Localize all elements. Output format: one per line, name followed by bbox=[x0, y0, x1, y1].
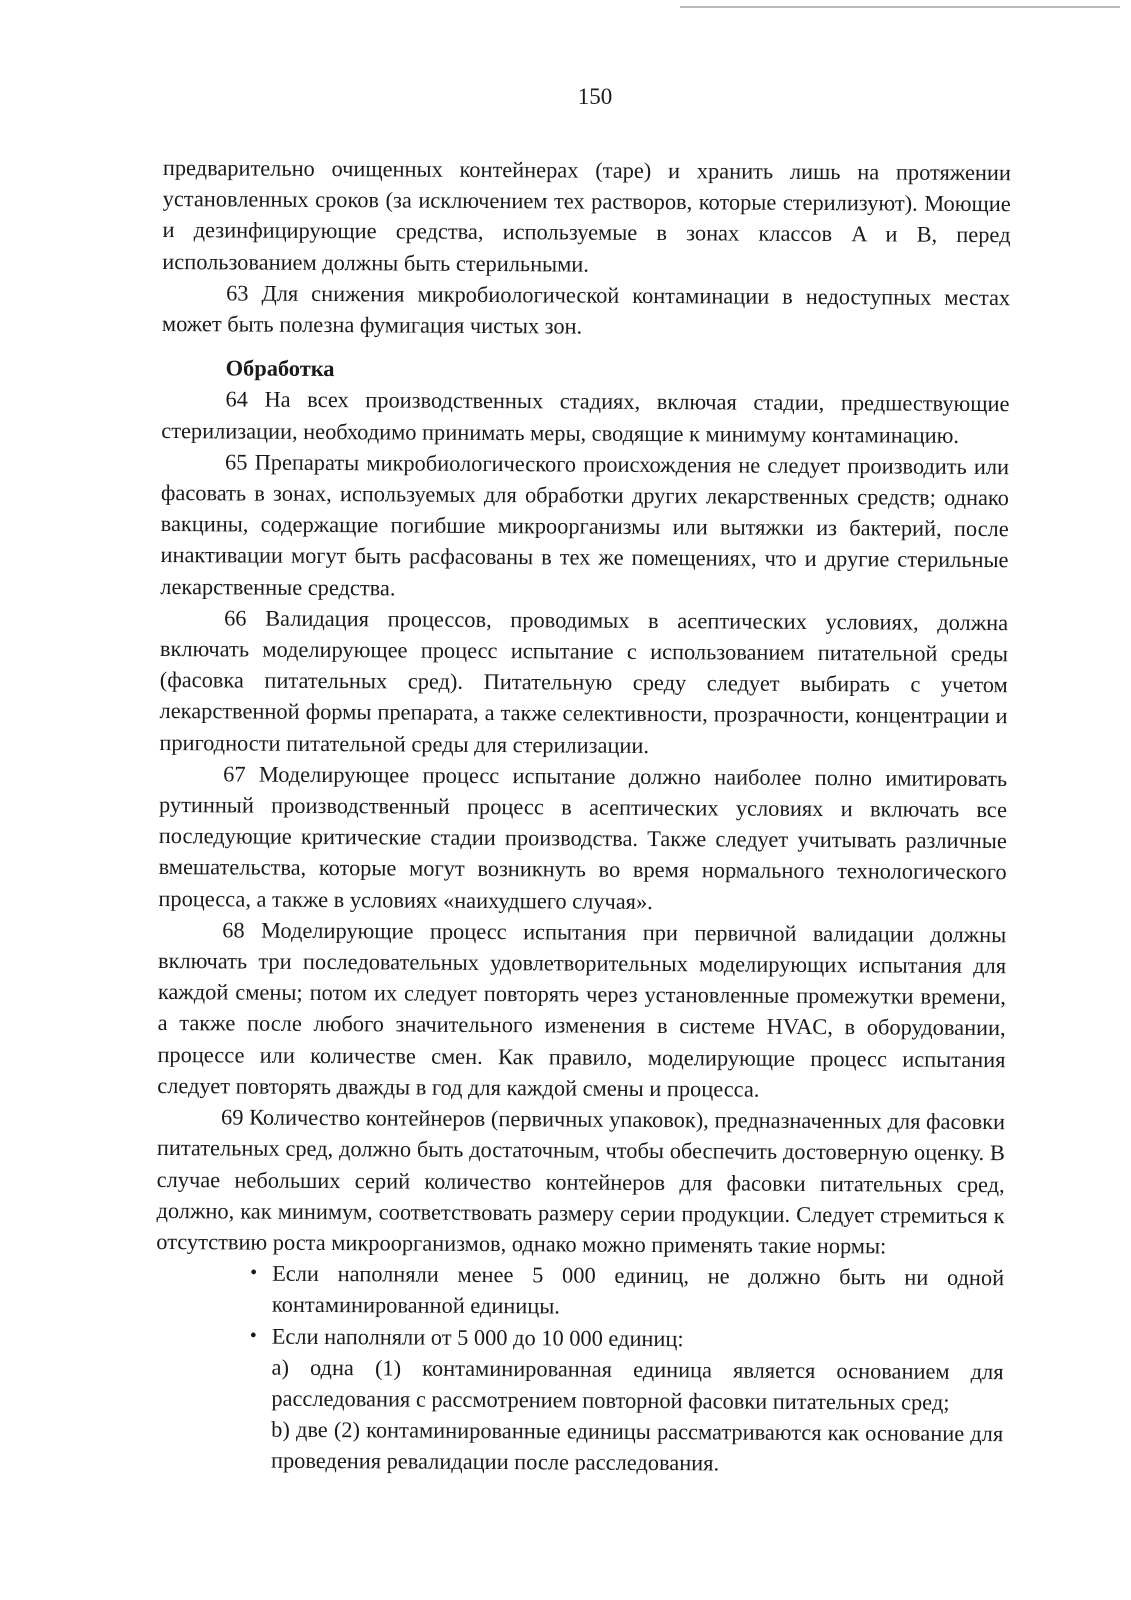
section-heading: Обработка bbox=[225, 355, 335, 382]
page-body bbox=[155, 152, 1011, 1481]
subitem-a: a) одна (1) контаминированная единица является основанием для расследования с рассмотрением повторной фасовки питательных сред; bbox=[271, 1354, 1004, 1415]
paragraph-63: 63 Для снижения микробиологической контаминации в недоступных местах может быть полезна фумигация чистых зон. bbox=[161, 280, 1011, 339]
paragraph-64: 64 На всех производственных стадиях, включая стадии, предшествующие стерилизации, необходимо принимать меры, сводящие к минимуму контаминацию. bbox=[161, 386, 1010, 448]
paragraph-65: 65 Препараты микробиологического происхождения не следует производить или фасовать в зонах, используемых для обработки других лекарственных средств; однако вакцины, содержащие погибшие микроорганизмы или вытяжки из бактерий, после инактивации могут быть расфасованы в тех же помещениях, что и другие стерильные лекарственные средства. bbox=[160, 449, 1010, 601]
scan-edge-line bbox=[680, 6, 1120, 8]
bullet-item bbox=[250, 1258, 1004, 1325]
subitem-b: b) две (2) контаминированные единицы рассматриваются как основание для проведения ревалидации после расследования. bbox=[270, 1416, 1004, 1476]
paragraph-66: 66 Валидация процессов, проводимых в асептических условиях, должна включать моделирующее процесс испытание с использованием питательной среды (фасовка питательных сред). Питательную среду следует выбирать с учетом лекарственной формы препарата, а также селективности, прозрачности, концентрации и пригодности питательной среды для стерилизации. bbox=[159, 605, 1009, 758]
bullet-item bbox=[249, 1320, 1004, 1481]
bullet-marker: • bbox=[250, 1261, 258, 1284]
bullet-text: Если наполняли от 5 000 до 10 000 единиц: bbox=[271, 1323, 684, 1351]
paragraph-continued: предварительно очищенных контейнерах (таре) и хранить лишь на протяжении установленных сроков (за исключением тех растворов, которые стерилизуют). Моющие и дезинфицирующие средства, используемые в зонах классов A и B, перед использованием должны быть стерильными. bbox=[162, 154, 1011, 277]
bullet-list bbox=[155, 1257, 1004, 1481]
paragraph-67: 67 Моделирующее процесс испытание должно наиболее полно имитировать рутинный производственный процесс в асептических условиях и включать все последующие критические стадии производства. Также следует учитывать различные вмешательства, которые могут возникнуть во время нормального технологического процесса, а также в условиях «наихудшего случая». bbox=[158, 761, 1008, 914]
bullet-text: Если наполняли менее 5 000 единиц, не должно быть ни одной контаминированной единицы. bbox=[271, 1260, 1005, 1319]
bullet-marker: • bbox=[249, 1324, 257, 1347]
paragraph-69: 69 Количество контейнеров (первичных упаковок), предназначенных для фасовки питательных сред, должно быть достаточным, чтобы обеспечить достоверную оценку. В случае небольших серий количество контейнеров для фасовки питательных сред, должно, как минимум, соответствовать размеру серии продукции. Следует стремиться к отсутствию роста микроорганизмов, однако можно применять такие нормы: bbox=[156, 1104, 1006, 1259]
page-number: 150 bbox=[577, 84, 613, 109]
paragraph-68: 68 Моделирующие процесс испытания при первичной валидации должны включать три последовательных удовлетворительных моделирующих испытания для каждой смены; потом их следует повторять через установленные промежутки времени, а также после любого значительного изменения в системе HVAC, в оборудовании, процессе или количестве смен. Как правило, моделирующие процесс испытания следует повторять дважды в год для каждой смены и процесса. bbox=[157, 917, 1007, 1102]
